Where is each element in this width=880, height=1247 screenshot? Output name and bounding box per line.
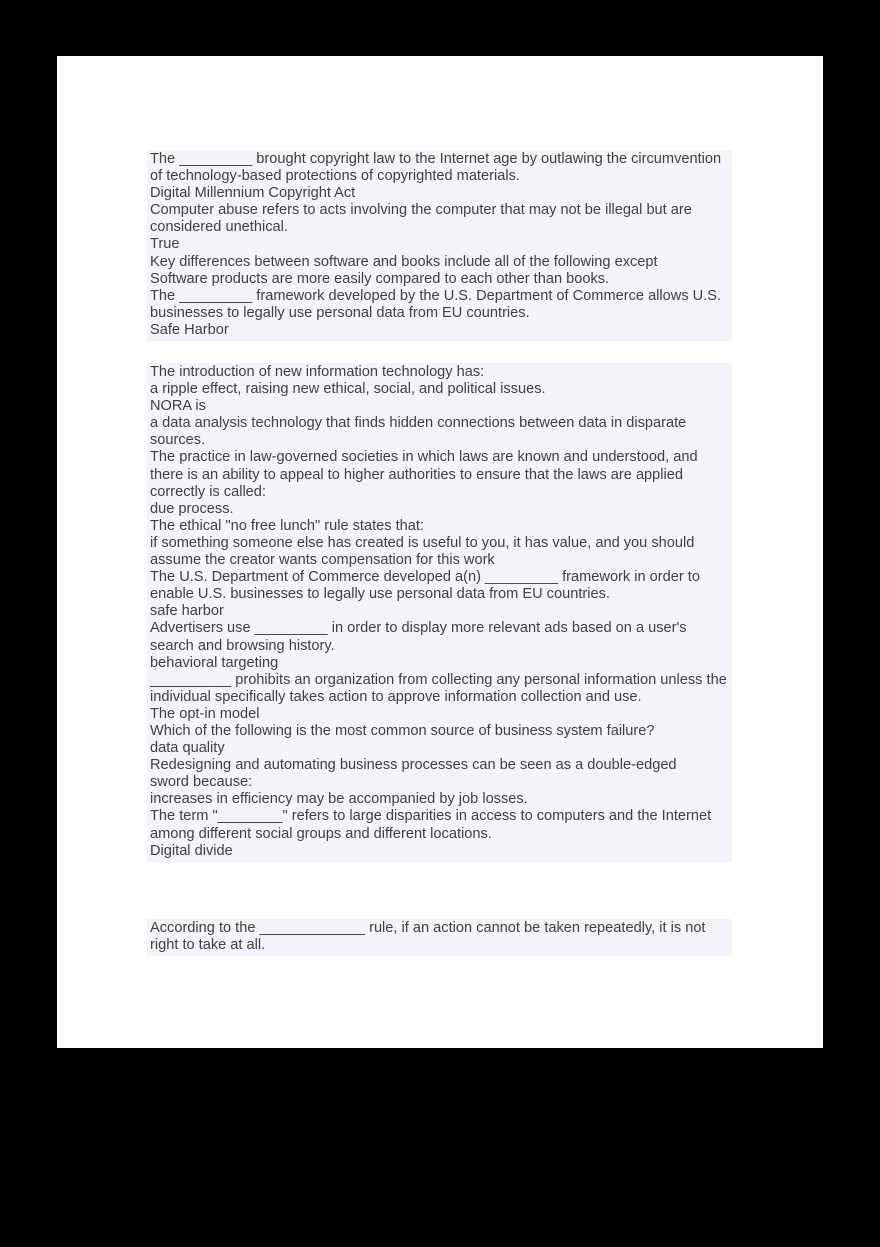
- text-line: Redesigning and automating business processes can be seen as a double-edged: [150, 757, 677, 774]
- text-line: enable U.S. businesses to legally use personal data from EU countries.: [150, 586, 610, 603]
- highlighted-text-block-1: [147, 150, 732, 341]
- text-line: right to take at all.: [150, 937, 266, 954]
- text-line: search and browsing history.: [150, 637, 335, 654]
- text-line: The opt-in model: [150, 705, 260, 722]
- text-line: there is an ability to appeal to higher authorities to ensure that the laws are applied: [150, 466, 684, 483]
- text-line: increases in efficiency may be accompanied by job losses.: [150, 791, 528, 808]
- text-line: a ripple effect, raising new ethical, social, and political issues.: [150, 381, 546, 398]
- text-line: The term "________" refers to large disparities in access to computers and the Internet: [150, 808, 712, 825]
- text-line: The ethical "no free lunch" rule states that:: [150, 517, 425, 534]
- highlighted-text-block-2: [147, 363, 732, 862]
- text-line: among different social groups and different locations.: [150, 825, 492, 842]
- text-line: Which of the following is the most common source of business system failure?: [150, 722, 655, 739]
- text-line: individual specifically takes action to approve information collection and use.: [150, 688, 642, 705]
- text-line: The U.S. Department of Commerce developed a(n) _________ framework in order to: [150, 569, 700, 586]
- document-page: [57, 56, 823, 1048]
- text-line: if something someone else has created is useful to you, it has value, and you should: [150, 534, 695, 551]
- text-line: a data analysis technology that finds hidden connections between data in disparate: [150, 415, 687, 432]
- text-line: businesses to legally use personal data from EU countries.: [150, 304, 530, 321]
- text-line: considered unethical.: [150, 219, 288, 236]
- text-line: sword because:: [150, 774, 253, 791]
- text-line: The introduction of new information technology has:: [150, 364, 485, 380]
- text-line: Key differences between software and books include all of the following except: [150, 253, 658, 270]
- text-line: Software products are more easily compared to each other than books.: [150, 270, 610, 287]
- text-line: due process.: [150, 500, 234, 517]
- text-line: NORA is: [150, 398, 206, 415]
- text-line: True: [150, 236, 180, 253]
- text-line: assume the creator wants compensation for this work: [150, 552, 495, 569]
- text-line: Advertisers use _________ in order to display more relevant ads based on a user's: [150, 620, 687, 637]
- text-line: Digital Millennium Copyright Act: [150, 185, 356, 202]
- text-line: __________ prohibits an organization from collecting any personal information unless the: [150, 671, 727, 688]
- text-line: The _________ framework developed by the U.S. Department of Commerce allows U.S.: [150, 287, 722, 304]
- text-line: safe harbor: [150, 603, 224, 620]
- text-line: of technology-based protections of copyrighted materials.: [150, 168, 520, 185]
- text-line: correctly is called:: [150, 483, 266, 500]
- text-line: behavioral targeting: [150, 654, 279, 671]
- text-line: The _________ brought copyright law to the Internet age by outlawing the circumvention: [150, 151, 722, 167]
- text-line: The practice in law-governed societies in which laws are known and understood, and: [150, 449, 698, 466]
- text-line: Safe Harbor: [150, 321, 229, 338]
- text-line: Computer abuse refers to acts involving the computer that may not be illegal but are: [150, 202, 692, 219]
- highlighted-text-block-3: [147, 919, 732, 956]
- text-line: According to the _____________ rule, if an action cannot be taken repeatedly, it is not: [150, 920, 706, 936]
- text-line: data quality: [150, 740, 225, 757]
- text-line: Digital divide: [150, 842, 233, 859]
- text-line: sources.: [150, 432, 206, 449]
